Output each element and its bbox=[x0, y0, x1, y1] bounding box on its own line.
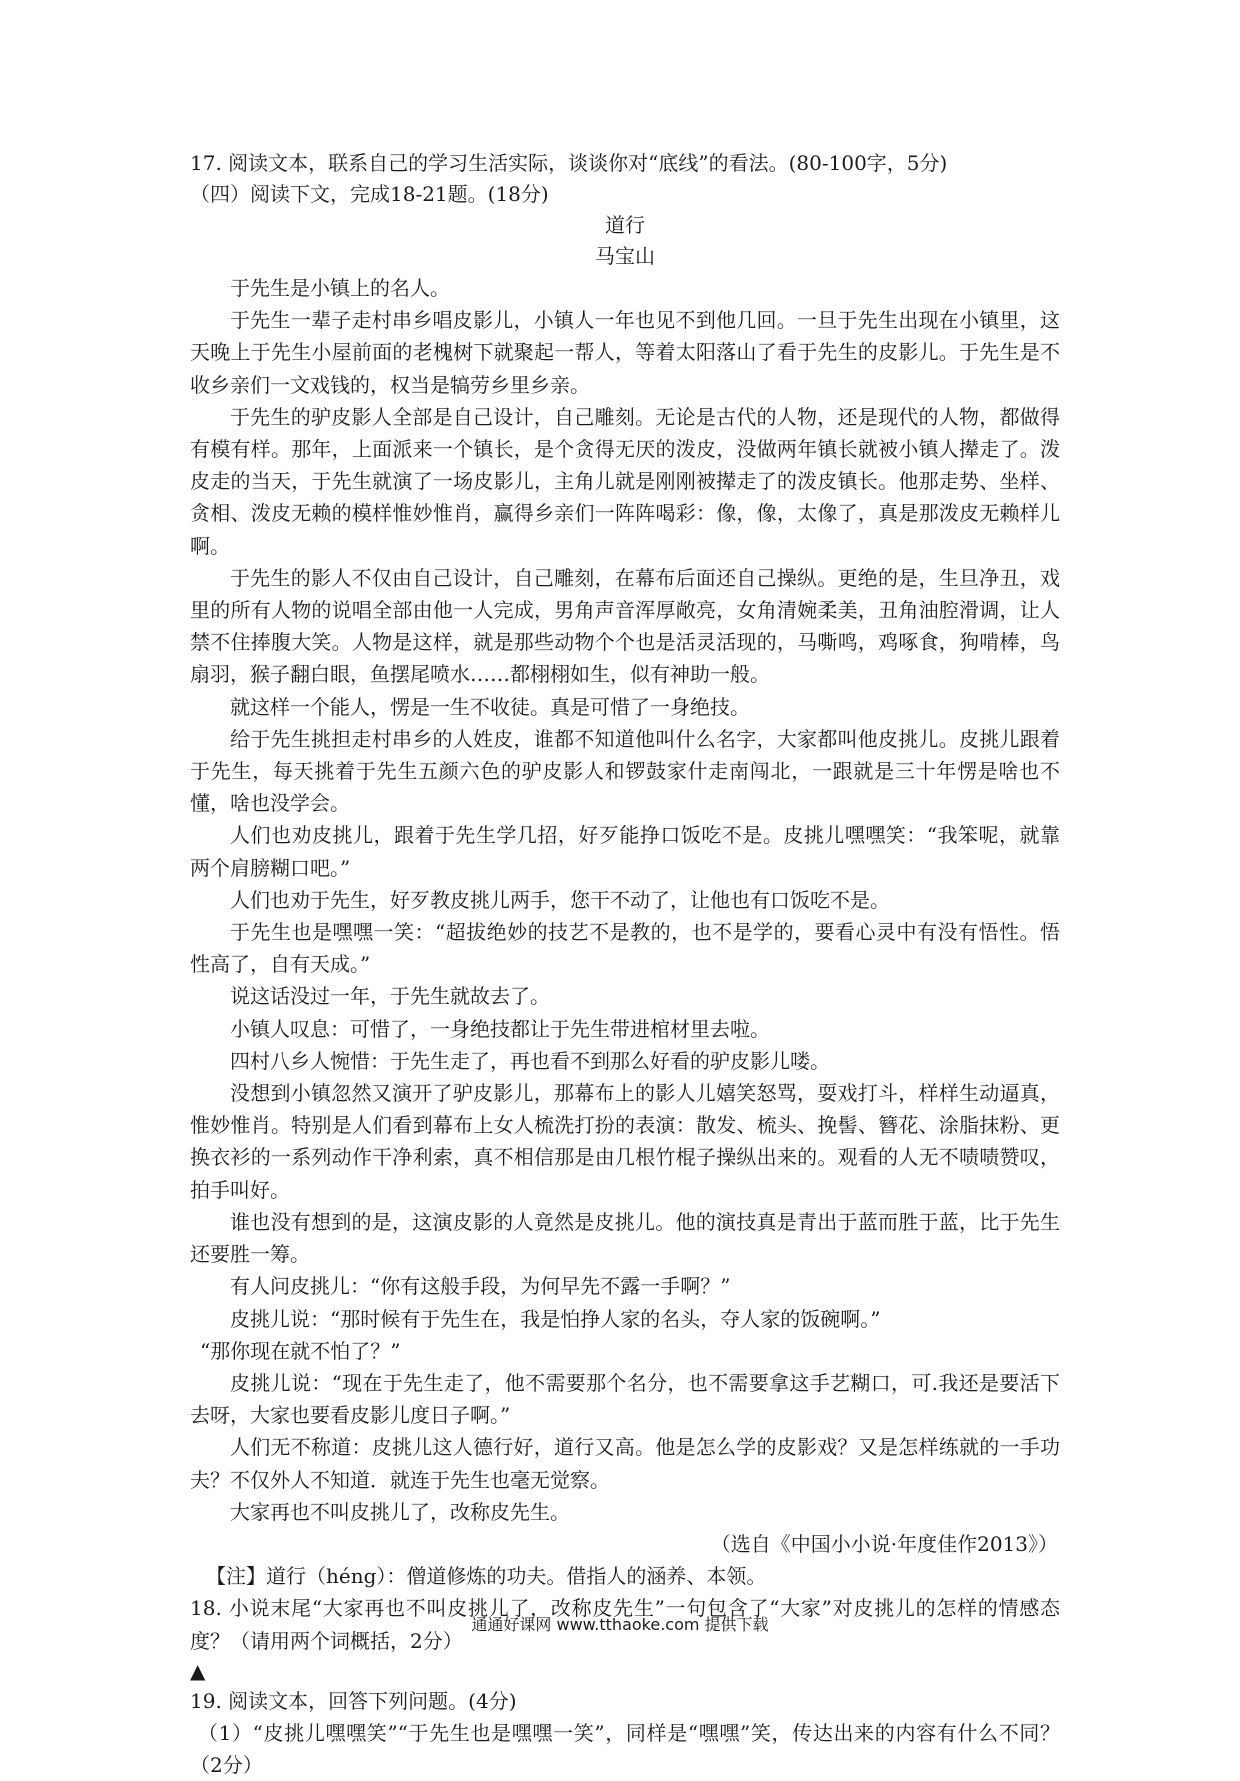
paragraph: 人们也劝于先生，好歹教皮挑儿两手，您干不动了，让他也有口饭吃不是。 bbox=[230, 887, 890, 912]
paragraph: 谁也没有想到的是，这演皮影的人竟然是皮挑儿。他的演技真是青出于蓝而胜于蓝，比于先生还要胜一筹。 bbox=[190, 1209, 1060, 1267]
annotation-note: 【注】道行（héng）：僧道修炼的功夫。借指人的涵养、本领。 bbox=[206, 1564, 767, 1589]
paragraph: 于先生一辈子走村串乡唱皮影儿，小镇人一年也见不到他几回。一旦于先生出现在小镇里，这天晚上于先生小屋前面的老槐树下就聚起一帮人，等着太阳落山了看于先生的皮影儿。于先生是不收乡亲们一文戏钱的，权当是犒劳乡里乡亲。 bbox=[190, 308, 1060, 397]
question-19-part-1: （1）“皮挑儿嘿嘿笑”“于先生也是嘿嘿一笑”，同样是“嘿嘿”笑，传达出来的内容有什么不同？（2分） bbox=[190, 1720, 1060, 1778]
question-18: 18. 小说末尾“大家再也不叫皮挑儿了，改称皮先生”一句包含了“大家”对皮挑儿的怎样的情感态度？（请用两个词概括，2分） bbox=[190, 1596, 1060, 1653]
paragraph: 说这话没过一年，于先生就故去了。 bbox=[230, 984, 550, 1009]
source-citation: （选自《中国小小说·年度佳作2013》） bbox=[710, 1531, 1058, 1556]
paragraph: “那你现在就不怕了？” bbox=[200, 1338, 401, 1363]
paragraph: 于先生也是嘿嘿一笑：“超拔绝妙的技艺不是教的，也不是学的，要看心灵中有没有悟性。悟性高了，自有天成。” bbox=[190, 920, 1060, 977]
paragraph: 大家再也不叫皮挑儿了，改称皮先生。 bbox=[230, 1499, 570, 1524]
paragraph: 于先生是小镇上的名人。 bbox=[230, 276, 450, 300]
paragraph: 就这样一个能人，愣是一生不收徒。真是可惜了一身绝技。 bbox=[230, 694, 750, 719]
paragraph: 皮挑儿说：“那时候有于先生在，我是怕挣人家的名头，夺人家的饭碗啊。” bbox=[230, 1306, 881, 1331]
answer-triangle-icon: ▲ bbox=[190, 1658, 206, 1683]
section-4-heading: （四）阅读下文，完成18-21题。(18分) bbox=[190, 182, 549, 206]
paragraph: 于先生的驴皮影人全部是自己设计，自己雕刻。无论是古代的人物，还是现代的人物，都做得有模有样。那年，上面派来一个镇长，是个贪得无厌的泼皮，没做两年镇长就被小镇人撵走了。泼皮走的当天，于先生就演了一场皮影儿，主角儿就是刚刚被撵走了的泼皮镇长。他那走势、坐样、贪相、泼皮无赖的模样惟妙惟肖，赢得乡亲们一阵阵喝彩：像，像，太像了，真是那泼皮无赖样儿啊。 bbox=[190, 404, 1060, 558]
paragraph: 有人问皮挑儿：“你有这般手段，为何早先不露一手啊？” bbox=[230, 1274, 731, 1299]
question-17: 17. 阅读文本，联系自己的学习生活实际，谈谈你对“底线”的看法。(80-100字，5分) bbox=[190, 151, 948, 175]
paragraph: 没想到小镇忽然又演开了驴皮影儿，那幕布上的影人儿嬉笑怒骂，耍戏打斗，样样生动逼真，惟妙惟肖。特别是人们看到幕布上女人梳洗打扮的表演：散发、梳头、挽髻、簪花、涂脂抹粉、更换衣衫的一系列动作干净利索，真不相信那是由几根竹棍子操纵出来的。观看的人无不啧啧赞叹，拍手叫好。 bbox=[190, 1081, 1060, 1202]
paragraph: 小镇人叹息：可惜了，一身绝技都让于先生带进棺材里去啦。 bbox=[230, 1016, 770, 1041]
paragraph: 四村八乡人惋惜：于先生走了，再也看不到那么好看的驴皮影儿喽。 bbox=[230, 1048, 830, 1073]
paragraph: 给于先生挑担走村串乡的人姓皮，谁都不知道他叫什么名字，大家都叫他皮挑儿。皮挑儿跟着于先生，每天挑着于先生五颜六色的驴皮影人和锣鼓家什走南闯北，一跟就是三十年愣是啥也不懂，啥也没学会。 bbox=[190, 726, 1060, 816]
paragraph: 于先生的影人不仅由自己设计，自己雕刻，在幕布后面还自己操纵。更绝的是，生旦净丑，戏里的所有人物的说唱全部由他一人完成，男角声音浑厚敞亮，女角清婉柔美，丑角油腔滑调，让人禁不住捧腹大笑。人物是这样，就是那些动物个个也是活灵活现的，马嘶鸣，鸡啄食，狗啃棒，鸟扇羽，猴子翻白眼，鱼摆尾喷水……都栩栩如生，似有神助一般。 bbox=[190, 565, 1060, 687]
story-title: 道行 bbox=[605, 213, 645, 237]
exam-page bbox=[190, 148, 1060, 1781]
paragraph: 人们也劝皮挑儿，跟着于先生学几招，好歹能挣口饭吃不是。皮挑儿嘿嘿笑：“我笨呢，就靠两个肩膀糊口吧。” bbox=[190, 823, 1060, 880]
page-footer: 通通好课网 www.tthaoke.com 提供下载 bbox=[471, 1615, 769, 1634]
question-19: 19. 阅读文本，回答下列问题。(4分) bbox=[190, 1688, 517, 1713]
paragraph: 人们无不称道：皮挑儿这人德行好，道行又高。他是怎么学的皮影戏？又是怎样练就的一手功夫？不仅外人不知道．就连于先生也毫无觉察。 bbox=[190, 1435, 1060, 1492]
story-author: 马宝山 bbox=[595, 244, 655, 268]
paragraph: 皮挑儿说：“现在于先生走了，他不需要那个名分，也不需要拿这手艺糊口，可.我还是要活下去呀，大家也要看皮影儿度日子啊。” bbox=[190, 1370, 1060, 1428]
